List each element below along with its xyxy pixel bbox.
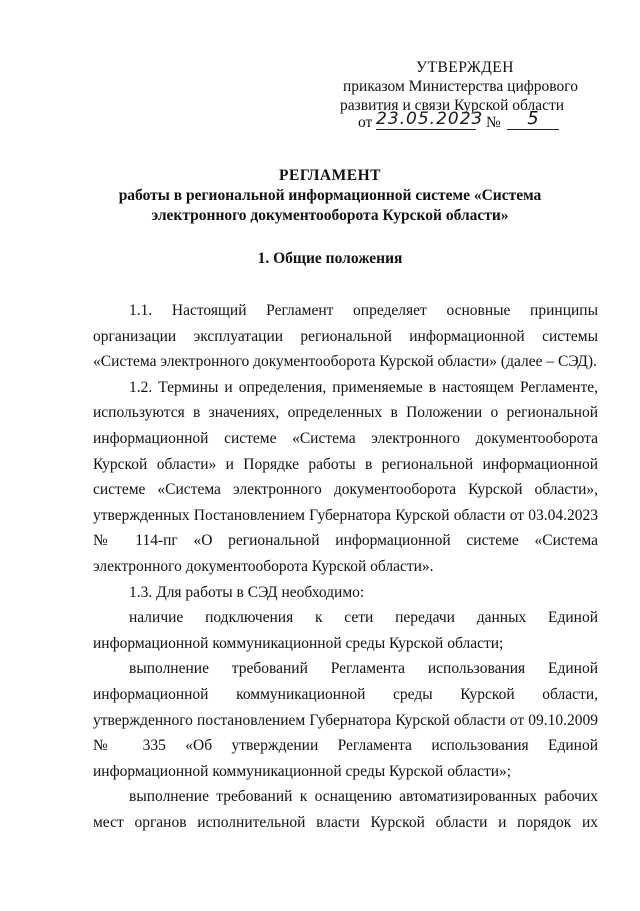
document-subtitle-line-2: электронного документооборота Курской области» xyxy=(151,207,509,224)
order-date-number xyxy=(358,108,578,134)
approval-stamp xyxy=(338,58,588,115)
approved-label: УТВЕРЖДЕН xyxy=(416,59,514,76)
approved-by-line-1: приказом Министерства цифрового xyxy=(343,78,578,95)
paragraph-1-1: 1.1. Настоящий Регламент определяет основные принципы организации эксплуатации региональной информационной системы «Система электронного документооборота Курской области» (далее – СЭД). xyxy=(93,302,598,371)
document-title: РЕГЛАМЕНТ xyxy=(279,167,381,184)
document-subtitle-line-1: работы в региональной информационной системе «Система xyxy=(118,187,542,204)
paragraph-1-2: 1.2. Термины и определения, применяемые в настоящем Регламенте, используются в значениях, определенных в Положении о региональной информационной системе «Система электронного документооборота Курской области» и Порядке работы в региональной информационной системе «Система электронного документооборота Курской области», утвержденных Постановлением Губернатора Курской области от 03.04.2023 № 114-пг «О региональной информационной системе «Система электронного документооборота Курской области». xyxy=(93,378,598,575)
requirement-item-2: выполнение требований Регламента использования Единой информационной коммуникационной среды Курской области, утвержденного постановлением Губернатора Курской области от 09.10.2009 № 335 «Об утверждении Регламента использования Единой информационной коммуникационной среды Курской области»; xyxy=(93,660,598,780)
number-prefix: № xyxy=(486,114,501,131)
date-prefix: от xyxy=(358,114,373,131)
document-body xyxy=(93,298,598,835)
section-title: 1. Общие положения xyxy=(257,250,403,267)
requirement-item-1: наличие подключения к сети передачи данных Единой информационной коммуникационной среды Курской области; xyxy=(93,609,598,652)
document-title-block xyxy=(60,166,600,226)
handwritten-date: 23.05.2023 xyxy=(376,109,484,129)
paragraph-1-3: 1.3. Для работы в СЭД необходимо: xyxy=(129,583,365,601)
approved-by-line-2: развития и связи Курской области xyxy=(340,97,565,114)
requirement-item-3: выполнение требований к оснащению автоматизированных рабочих мест органов исполнительной власти Курской области и порядок их xyxy=(93,788,598,831)
handwritten-number: 5 xyxy=(507,108,559,130)
